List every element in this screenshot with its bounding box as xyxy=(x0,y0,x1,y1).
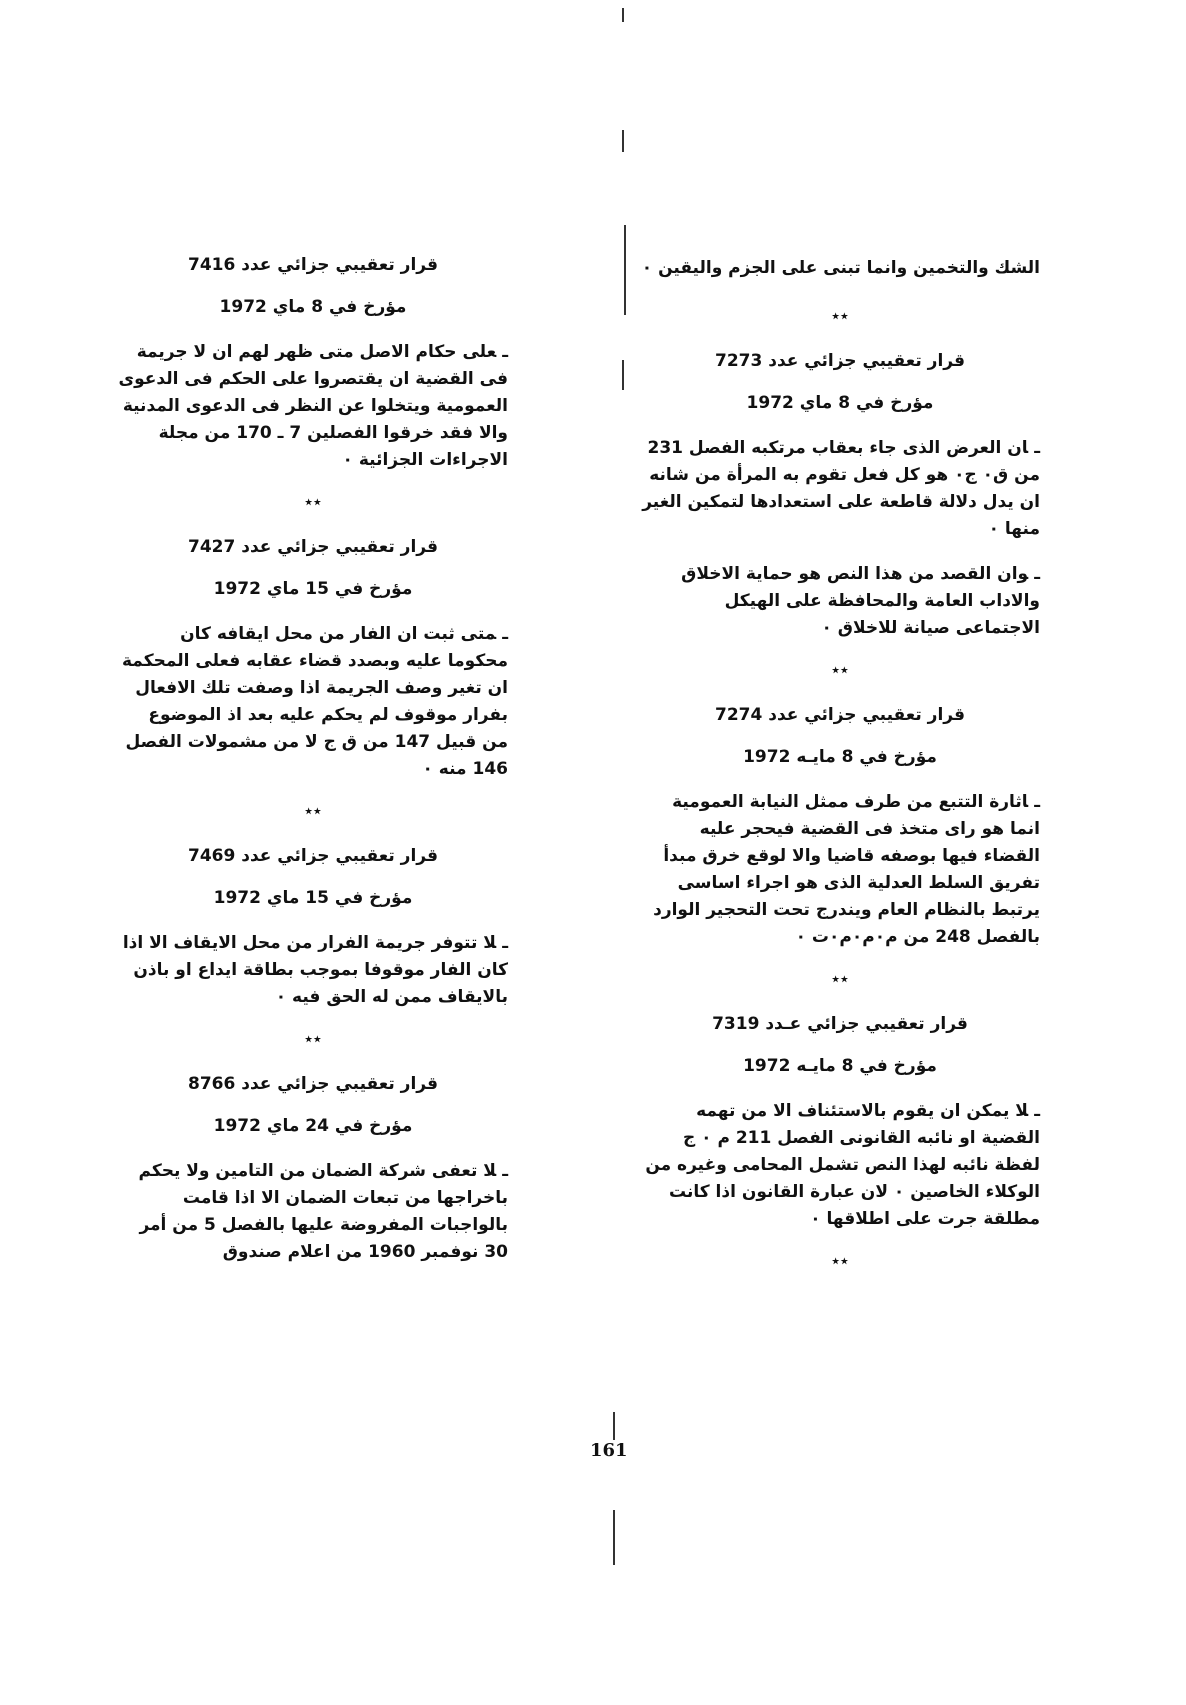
paragraph-dash: ـ xyxy=(502,1161,508,1181)
left-column xyxy=(118,255,508,1284)
decision-title: قرار تعقيبي جزائي عدد 7469 xyxy=(187,846,438,866)
decision-date: مؤرخ في 15 ماي 1972 xyxy=(213,888,413,908)
scan-mark xyxy=(624,225,626,315)
decision-paragraph xyxy=(118,1158,508,1266)
decision-date: مؤرخ في 24 ماي 1972 xyxy=(213,1116,413,1136)
decision-paragraph xyxy=(640,435,1040,543)
paragraph-text: اثارة التتبع من طرف ممثل النيابة العمومية انما هو راى متخذ فى القضية فيحجر عليه القضاء فيها بوصفه قاضيا والا لوقع خرق مبدأ تفريق السلط العدلية الذى هو اجراء اساسى يرتبط بالنظام العام ويندرج تحت التحجير الوارد بالفصل 248 من م٠م٠م٠ت ٠ xyxy=(653,792,1040,947)
paragraph-text: متى ثبت ان الفار من محل ايقافه كان محكوما عليه وبصدد قضاء عقابه فعلى المحكمة ان تغير وصف الجريمة اذا وصفت تلك الافعال بفرار موقوف لم يحكم عليه بعد اذ الموضوع من قبيل 147 من ق ج لا من مشمولات الفصل 146 منه ٠ xyxy=(122,624,508,779)
decision-paragraph xyxy=(118,339,508,474)
section-separator: ٭٭ xyxy=(304,492,322,511)
decision-date: مؤرخ في 15 ماي 1972 xyxy=(213,579,413,599)
decision-paragraph xyxy=(118,930,508,1011)
scan-mark xyxy=(622,360,624,390)
decision-date: مؤرخ في 8 مايـه 1972 xyxy=(743,1056,937,1076)
paragraph-dash: ـ xyxy=(1034,792,1040,812)
scan-mark xyxy=(622,8,624,22)
scan-mark xyxy=(613,1412,615,1440)
paragraph-dash: ـ xyxy=(502,933,508,953)
decision-date: مؤرخ في 8 مايـه 1972 xyxy=(743,747,937,767)
section-separator: ٭٭ xyxy=(831,306,849,325)
decision-title: قرار تعقيبي جزائي عدد 7273 xyxy=(714,351,965,371)
paragraph-text: وان القصد من هذا النص هو حماية الاخلاق والاداب العامة والمحافظة على الهيكل الاجتماعى صيانة للاخلاق ٠ xyxy=(681,564,1040,638)
paragraph-text: لا يمكن ان يقوم بالاستئناف الا من تهمه القضية او نائبه القانونى الفصل 211 م ٠ ج لفظة نائبه لهذا النص تشمل المحامى وغيره من الوكلاء الخاصين ٠ لان عبارة القانون اذا كانت مطلقة جرت على اطلاقها ٠ xyxy=(645,1101,1040,1229)
continued-paragraph: الشك والتخمين وانما تبنى على الجزم واليقين ٠ xyxy=(641,258,1040,278)
decision-date: مؤرخ في 8 ماي 1972 xyxy=(746,393,934,413)
decision-title: قرار تعقيبي جزائي عدد 7427 xyxy=(187,537,438,557)
right-column xyxy=(640,255,1040,1296)
decision-title: قرار تعقيبي جزائي عدد 8766 xyxy=(187,1074,438,1094)
section-separator: ٭٭ xyxy=(304,1029,322,1048)
decision-date: مؤرخ في 8 ماي 1972 xyxy=(219,297,407,317)
decision-title: قرار تعقيبي جزائي عـدد 7319 xyxy=(712,1014,968,1034)
decision-paragraph xyxy=(640,789,1040,951)
decision-title: قرار تعقيبي جزائي عدد 7416 xyxy=(187,255,438,275)
decision-title: قرار تعقيبي جزائي عدد 7274 xyxy=(714,705,965,725)
paragraph-dash: ـ xyxy=(1034,438,1040,458)
page-number: 161 xyxy=(590,1440,628,1461)
paragraph-dash: ـ xyxy=(502,342,508,362)
paragraph-text: لا تتوفر جريمة الفرار من محل الايقاف الا اذا كان الفار موقوفا بموجب بطاقة ايداع او باذن بالايقاف ممن له الحق فيه ٠ xyxy=(122,933,508,1007)
paragraph-dash: ـ xyxy=(1034,564,1040,584)
paragraph-text: لا تعفى شركة الضمان من التامين ولا يحكم باخراجها من تبعات الضمان الا اذا قامت بالواجبات المفروضة عليها بالفصل 5 من أمر 30 نوفمبر 1960 من اعلام صندوق xyxy=(138,1161,508,1262)
paragraph-text: على حكام الاصل متى ظهر لهم ان لا جريمة فى القضية ان يقتصروا على الحكم فى الدعوى العمومية ويتخلوا عن النظر فى الدعوى المدنية والا فقد خرقوا الفصلين 7 ـ 170 من مجلة الاجراءات الجزائية ٠ xyxy=(118,342,508,470)
paragraph-dash: ـ xyxy=(1034,1101,1040,1121)
decision-paragraph xyxy=(118,621,508,783)
section-separator: ٭٭ xyxy=(831,660,849,679)
section-separator: ٭٭ xyxy=(304,801,322,820)
section-separator: ٭٭ xyxy=(831,1251,849,1270)
decision-paragraph xyxy=(640,561,1040,642)
paragraph-dash: ـ xyxy=(502,624,508,644)
scan-mark xyxy=(613,1510,615,1565)
paragraph-text: ان العرض الذى جاء بعقاب مرتكبه الفصل 231 من ق٠ ج٠ هو كل فعل تقوم به المرأة من شانه ان يدل دلالة قاطعة على استعدادها لتمكين الغير منها ٠ xyxy=(642,438,1040,539)
section-separator: ٭٭ xyxy=(831,969,849,988)
decision-paragraph xyxy=(640,1098,1040,1233)
scan-mark xyxy=(622,130,624,152)
